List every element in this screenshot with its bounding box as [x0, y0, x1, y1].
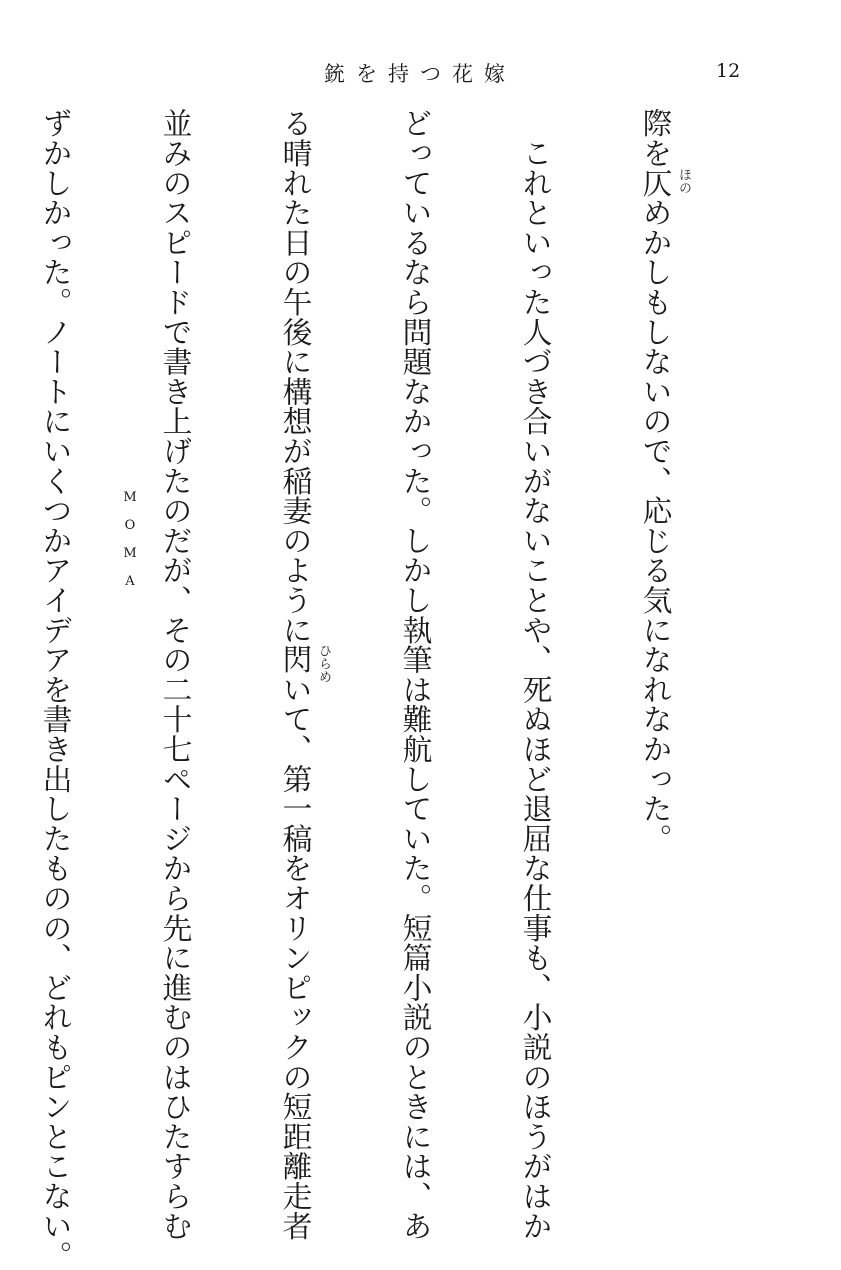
- ruby-base: 閃: [277, 644, 312, 675]
- text-line: これといった人づき合いがないことや、死ぬほど退屈な仕事も、小説のほうがはか: [517, 108, 552, 1241]
- line-text: 際を: [637, 108, 672, 168]
- moma-ruby: M O M A: [123, 490, 137, 589]
- line-text: る晴れた日の午後に構想が稲妻のように: [277, 108, 312, 645]
- text-line: [634, 108, 691, 1168]
- page-number: 12: [716, 60, 741, 82]
- text-line: 並みのスピードで書き上げたのだが、その二十七ページから先に進むのはひたすらむ: [157, 108, 192, 1241]
- text-line: ずかしかった。ノートにいくつかアイデアを書き出したものの、どれもピンとこない。: [37, 108, 72, 1270]
- ruby-reading: ほの: [676, 167, 691, 194]
- text-line: [274, 108, 331, 1241]
- text-line: どっているなら問題なかった。しかし執筆は難航していた。短篇小説のときには、あ: [397, 108, 432, 1241]
- ruby-base: 仄: [637, 167, 672, 198]
- ruby-reading: ひらめ: [316, 644, 331, 684]
- line-text: いて、第一稿をオリンピックの短距離走者: [277, 674, 312, 1241]
- ruby-word: [277, 644, 331, 684]
- running-title: 銃を持つ花嫁: [324, 62, 516, 86]
- line-text: めかしもしないので、応じる気になれなかった。: [637, 197, 672, 854]
- body-text: [37, 108, 754, 1270]
- ruby-word: [637, 167, 691, 198]
